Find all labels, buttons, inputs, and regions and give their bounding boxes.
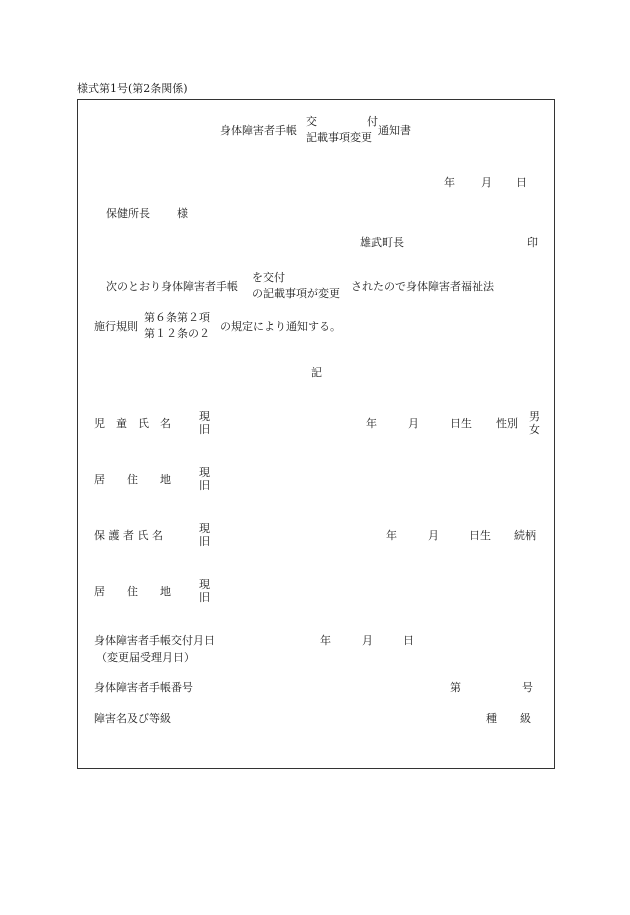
body-line2-alt-bottom: 第１２条の２ [144, 327, 210, 340]
body-line1-prefix: 次のとおり身体障害者手帳 [106, 280, 238, 293]
current-mark: 現 [199, 578, 210, 591]
guardian-birth-year: 年 [386, 529, 397, 542]
child-residence-label: 居 住 地 [94, 473, 171, 486]
sex-choice [529, 410, 540, 436]
issue-date-sublabel: （変更届受理月日） [96, 651, 195, 664]
disability-label: 障害名及び等級 [94, 712, 171, 725]
guardian-birth-month: 月 [428, 529, 439, 542]
child-birth-day: 日生 [450, 417, 472, 430]
title-top-right: 付 [367, 115, 378, 128]
issue-date-month: 月 [362, 634, 373, 647]
guardian-name-label: 保 護 者 氏 名 [94, 529, 163, 542]
current-former-marker [199, 466, 210, 492]
child-birth-year: 年 [366, 417, 377, 430]
ki-heading: 記 [311, 366, 322, 379]
issue-date-label: 身体障害者手帳交付月日 [94, 634, 215, 647]
addressee-honorific: 様 [177, 207, 188, 220]
date-month: 月 [481, 176, 492, 189]
disability-type: 種 [486, 712, 497, 725]
former-mark: 旧 [199, 535, 210, 549]
issue-date-year: 年 [320, 634, 331, 647]
current-mark: 現 [199, 410, 210, 423]
form-label: 様式第1号(第2条関係) [77, 82, 188, 95]
current-former-marker [199, 410, 210, 436]
title-suffix: 通知書 [378, 124, 411, 137]
body-line1-alt-top: を交付 [252, 271, 285, 284]
title-bottom: 記載事項変更 [306, 131, 372, 144]
date-year: 年 [444, 176, 455, 189]
date-day: 日 [516, 176, 527, 189]
body-line1-suffix: されたので身体障害者福祉法 [351, 280, 494, 293]
handbook-number-dai: 第 [450, 681, 461, 694]
male-option: 男 [529, 410, 540, 423]
female-option: 女 [529, 423, 540, 437]
current-former-marker [199, 578, 210, 604]
sender-name: 雄武町長 [360, 236, 404, 249]
former-mark: 旧 [199, 423, 210, 437]
disability-grade: 級 [520, 712, 531, 725]
handbook-number-go: 号 [522, 681, 533, 694]
body-line2-suffix: の規定により通知する。 [220, 320, 341, 333]
seal-mark: 印 [527, 236, 538, 249]
addressee-name: 保健所長 [106, 207, 150, 220]
current-mark: 現 [199, 466, 210, 479]
child-name-label: 児 童 氏 名 [94, 417, 171, 430]
form-frame [77, 99, 555, 769]
current-former-marker [199, 522, 210, 548]
guardian-relation-label: 続柄 [514, 529, 536, 542]
body-line2-prefix: 施行規則 [94, 320, 138, 333]
child-birth-month: 月 [408, 417, 419, 430]
guardian-birth-day: 日生 [469, 529, 491, 542]
issue-date-day: 日 [403, 634, 414, 647]
body-line1-alt-bottom: の記載事項が変更 [252, 287, 340, 300]
former-mark: 旧 [199, 591, 210, 605]
body-line2-alt-top: 第６条第２項 [144, 311, 210, 324]
child-sex-label: 性別 [496, 417, 518, 430]
title-prefix: 身体障害者手帳 [220, 124, 297, 137]
former-mark: 旧 [199, 479, 210, 493]
title-top-left: 交 [306, 115, 317, 128]
handbook-number-label: 身体障害者手帳番号 [94, 681, 193, 694]
current-mark: 現 [199, 522, 210, 535]
guardian-residence-label: 居 住 地 [94, 585, 171, 598]
